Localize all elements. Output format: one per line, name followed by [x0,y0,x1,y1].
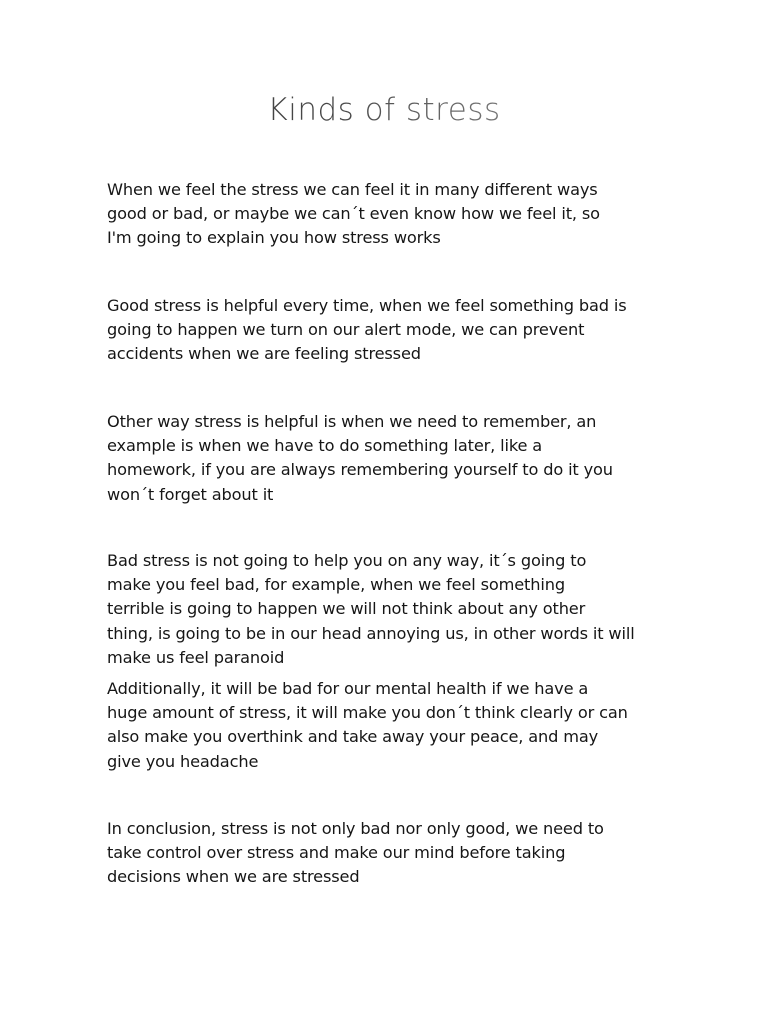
paragraph-line: make you feel bad, for example, when we feel something [107,575,565,595]
paragraph-conclusion [107,817,667,890]
paragraph-line: terrible is going to happen we will not think about any other [107,599,586,619]
paragraph-line: example is when we have to do something later, like a [107,436,543,456]
page-title: Kinds of stress [0,92,768,128]
paragraph-bad-stress [107,549,667,670]
paragraph-line: give you headache [107,751,259,771]
paragraph-good-stress [107,294,667,367]
paragraph-line: also make you overthink and take away your peace, and may [107,727,599,747]
paragraph-line: good or bad, or maybe we can´t even know how we feel it, so [107,204,600,224]
paragraph-line: take control over stress and make our mind before taking [107,843,566,863]
paragraph-line: Additionally, it will be bad for our mental health if we have a [107,679,589,698]
paragraph-line: In conclusion, stress is not only bad nor only good, we need to [107,819,604,838]
paragraph-line: won´t forget about it [107,484,274,504]
paragraph-line: accidents when we are feeling stressed [107,344,421,364]
paragraph-line: going to happen we turn on our alert mode, we can prevent [107,320,585,340]
paragraph-remember [107,410,667,507]
paragraph-line: decisions when we are stressed [107,867,360,887]
paragraph-intro [107,178,667,251]
paragraph-line: make us feel paranoid [107,647,285,667]
paragraph-line: When we feel the stress we can feel it in many different ways [107,180,598,199]
paragraph-line: homework, if you are always remembering yourself to do it you [107,460,613,480]
paragraph-line: Good stress is helpful every time, when we feel something bad is [107,296,627,315]
paragraph-line: Bad stress is not going to help you on any way, it´s going to [107,551,587,570]
paragraph-line: Other way stress is helpful is when we need to remember, an [107,412,597,431]
paragraph-mental-health [107,677,667,774]
paragraph-line: huge amount of stress, it will make you don´t think clearly or can [107,703,628,723]
paragraph-line: I'm going to explain you how stress works [107,228,441,248]
paragraph-line: thing, is going to be in our head annoying us, in other words it will [107,623,635,643]
